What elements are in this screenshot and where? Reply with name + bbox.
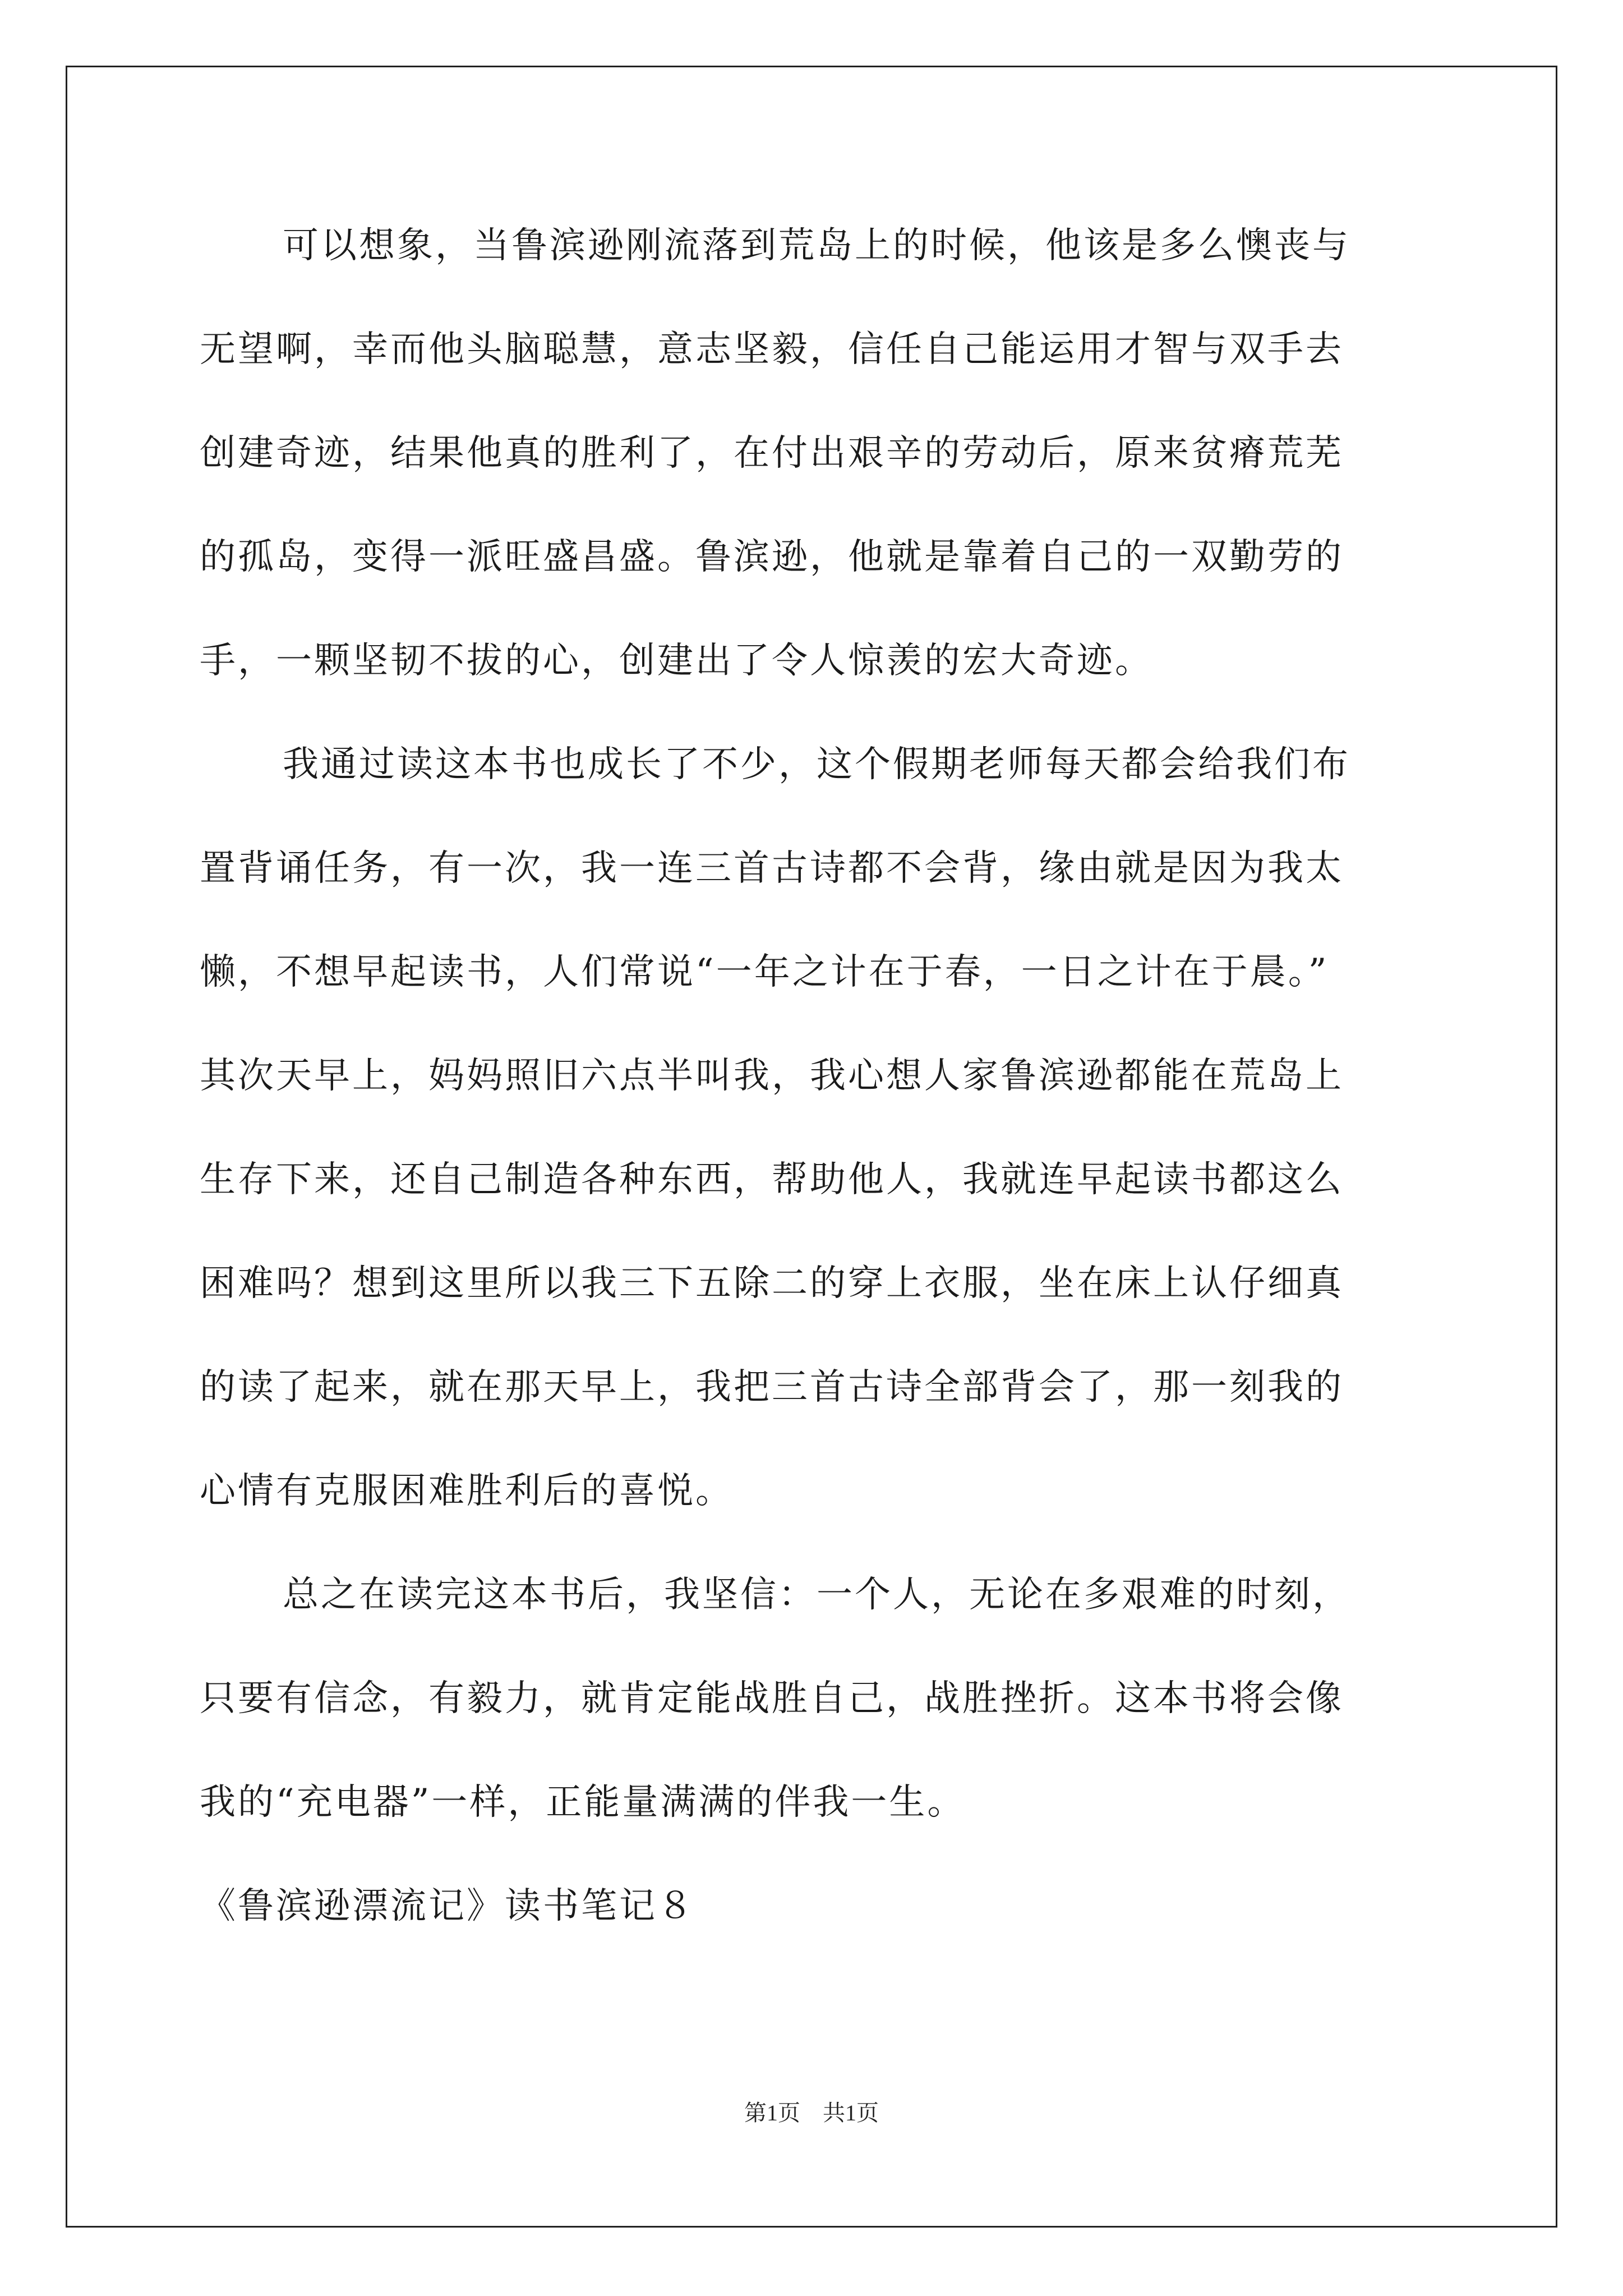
paragraph-line: 困难吗？想到这里所以我三下五除二的穿上衣服，坐在床上认仔细真 xyxy=(200,1263,1344,1304)
section-heading: 《鲁滨逊漂流记》读书笔记８ xyxy=(200,1885,695,1927)
paragraph-line: 总之在读完这本书后，我坚信：一个人，无论在多艰难的时刻， xyxy=(283,1574,1350,1616)
paragraph-line: 心情有克服困难胜利后的喜悦。 xyxy=(200,1470,734,1512)
paragraph-line: 的孤岛，变得一派旺盛昌盛。鲁滨逊，他就是靠着自己的一双勤劳的 xyxy=(200,536,1344,578)
page-number-footer: 第1页 共1页 xyxy=(744,2100,879,2125)
paragraph-line: 手，一颗坚韧不拔的心，创建出了令人惊羡的宏大奇迹。 xyxy=(200,640,1153,682)
paragraph-line: 我的“充电器”一样，正能量满满的伴我一生。 xyxy=(200,1782,966,1823)
paragraph-line: 懒，不想早起读书，人们常说“一年之计在于春，一日之计在于晨。” xyxy=(200,951,1329,993)
paragraph-line: 生存下来，还自己制造各种东西，帮助他人，我就连早起读书都这么 xyxy=(200,1159,1344,1200)
paragraph-line: 创建奇迹，结果他真的胜利了，在付出艰辛的劳动后，原来贫瘠荒芜 xyxy=(200,432,1344,474)
paragraph-line: 置背诵任务，有一次，我一连三首古诗都不会背，缘由就是因为我太 xyxy=(200,848,1344,889)
paragraph-line: 的读了起来，就在那天早上，我把三首古诗全部背会了，那一刻我的 xyxy=(200,1366,1344,1408)
paragraph-line: 其次天早上，妈妈照旧六点半叫我，我心想人家鲁滨逊都能在荒岛上 xyxy=(200,1055,1344,1097)
paragraph-line: 我通过读这本书也成长了不少，这个假期老师每天都会给我们布 xyxy=(283,744,1350,785)
paragraph-line: 只要有信念，有毅力，就肯定能战胜自己，战胜挫折。这本书将会像 xyxy=(200,1678,1344,1719)
paragraph-line: 无望啊，幸而他头脑聪慧，意志坚毅，信任自己能运用才智与双手去 xyxy=(200,329,1344,370)
paragraph-line: 可以想象，当鲁滨逊刚流落到荒岛上的时候，他该是多么懊丧与 xyxy=(283,225,1350,266)
